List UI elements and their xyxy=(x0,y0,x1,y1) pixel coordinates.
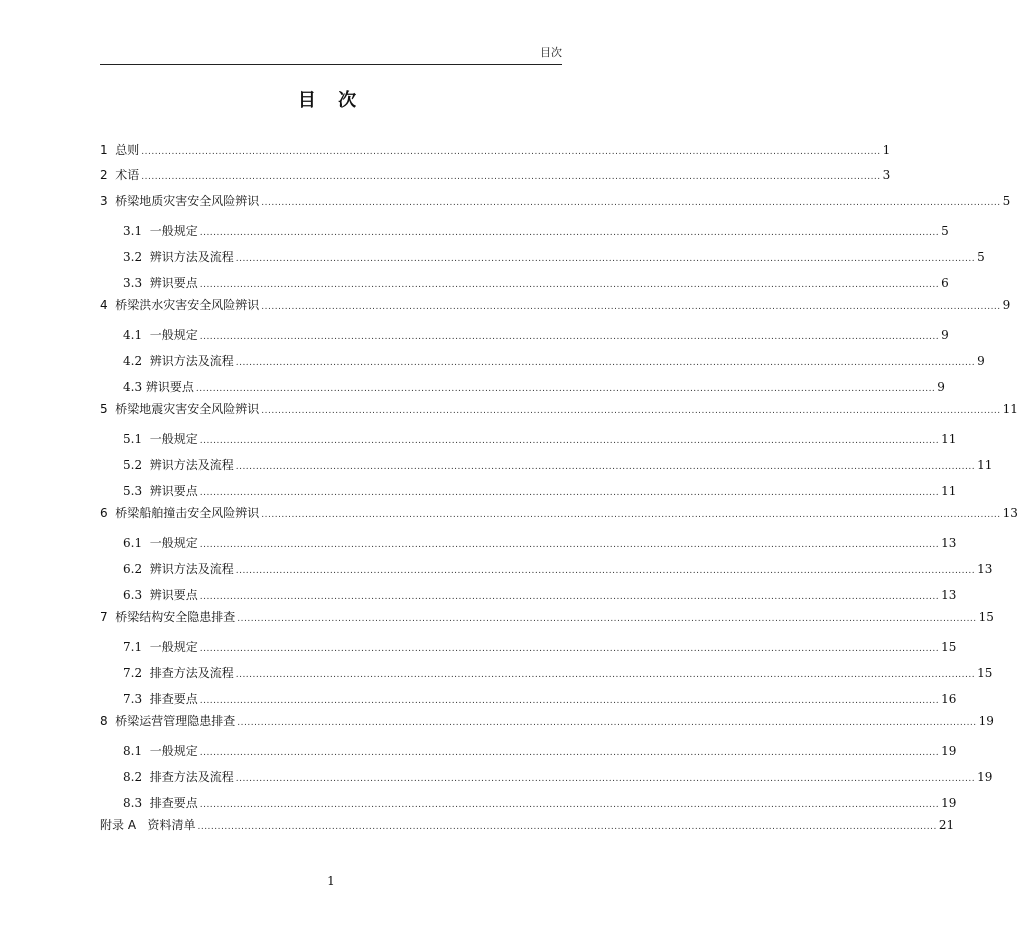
toc-entry-label: 3.3 辨识要点 xyxy=(123,276,198,290)
toc-entry[interactable] xyxy=(100,560,993,578)
toc-entry-label: 5.2 辨识方法及流程 xyxy=(123,458,234,472)
toc-entry[interactable] xyxy=(100,712,994,730)
dot-leader: ............................................................................................................................................................................................................................ xyxy=(235,254,976,264)
toc-entry-page: 13 xyxy=(1002,506,1018,520)
toc-entry-label: 4.2 辨识方法及流程 xyxy=(123,354,234,368)
dot-leader: ............................................................................................................................................................................................................................ xyxy=(237,718,977,728)
toc-entry-page: 13 xyxy=(941,588,957,602)
toc-entry-label: 8.3 排查要点 xyxy=(123,796,198,810)
dot-leader: ............................................................................................................................................................................................................................ xyxy=(199,800,940,810)
toc-entry-label: 6 桥梁船舶撞击安全风险辨识 xyxy=(100,506,260,520)
toc-entry-label: 7.3 排查要点 xyxy=(123,692,198,706)
dot-leader: ............................................................................................................................................................................................................................ xyxy=(235,670,976,680)
toc-entry[interactable] xyxy=(100,794,957,812)
toc-entry[interactable] xyxy=(100,586,957,604)
toc-entry-label: 8.1 一般规定 xyxy=(123,744,198,758)
dot-leader: ............................................................................................................................................................................................................................ xyxy=(199,488,940,498)
toc-entry[interactable] xyxy=(100,296,1011,314)
toc-entry[interactable] xyxy=(100,192,1011,210)
toc-entry-label: 附录 A 资料清单 xyxy=(100,818,196,832)
toc-entry-label: 8 桥梁运营管理隐患排查 xyxy=(100,714,236,728)
dot-leader: ............................................................................................................................................................................................................................ xyxy=(199,592,940,602)
toc-entry-page: 15 xyxy=(977,666,993,680)
toc-entry-page: 1 xyxy=(882,143,891,157)
toc-entry-page: 21 xyxy=(938,818,955,832)
dot-leader: ............................................................................................................................................................................................................................ xyxy=(141,147,881,157)
toc-entry[interactable] xyxy=(100,816,955,834)
toc-entry-page: 11 xyxy=(941,484,957,498)
toc-entry-label: 2 术语 xyxy=(100,168,140,182)
toc-entry-label: 6.2 辨识方法及流程 xyxy=(123,562,234,576)
toc-entry[interactable] xyxy=(100,504,1018,522)
dot-leader: ............................................................................................................................................................................................................................ xyxy=(235,774,976,784)
toc-entry-page: 3 xyxy=(882,168,891,182)
toc-entry-page: 19 xyxy=(978,714,994,728)
toc-entry-label: 5.3 辨识要点 xyxy=(123,484,198,498)
toc-entry-page: 5 xyxy=(1002,194,1011,208)
dot-leader: ............................................................................................................................................................................................................................ xyxy=(197,822,937,832)
toc-entry-page: 13 xyxy=(977,562,993,576)
toc-entry-page: 6 xyxy=(941,276,949,290)
toc-entry[interactable] xyxy=(100,222,949,240)
toc-entry-page: 11 xyxy=(977,458,993,472)
dot-leader: ............................................................................................................................................................................................................................ xyxy=(199,644,940,654)
toc-entry-label: 1 总则 xyxy=(100,143,140,157)
dot-leader: ............................................................................................................................................................................................................................ xyxy=(199,748,940,758)
toc-entry-page: 16 xyxy=(941,692,957,706)
toc-entry[interactable] xyxy=(100,248,985,266)
page-number: 1 xyxy=(327,874,335,888)
toc-entry-page: 5 xyxy=(977,250,985,264)
dot-leader: ............................................................................................................................................................................................................................ xyxy=(261,510,1001,520)
toc-entry-page: 9 xyxy=(977,354,985,368)
toc-entry-page: 19 xyxy=(977,770,993,784)
toc-entry-label: 4.1 一般规定 xyxy=(123,328,198,342)
dot-leader: ............................................................................................................................................................................................................................ xyxy=(237,614,977,624)
toc-entry-page: 11 xyxy=(941,432,957,446)
dot-leader: ............................................................................................................................................................................................................................ xyxy=(199,228,940,238)
toc-entry[interactable] xyxy=(100,378,945,396)
dot-leader: ............................................................................................................................................................................................................................ xyxy=(199,540,940,550)
toc-entry-page: 9 xyxy=(937,380,945,394)
toc-entry-label: 7.2 排查方法及流程 xyxy=(123,666,234,680)
toc-entry-page: 11 xyxy=(1002,402,1018,416)
toc-entry[interactable] xyxy=(100,768,993,786)
toc-entry-page: 9 xyxy=(941,328,949,342)
toc-entry[interactable] xyxy=(100,482,957,500)
toc-entry[interactable] xyxy=(100,274,949,292)
dot-leader: ............................................................................................................................................................................................................................ xyxy=(199,696,940,706)
dot-leader: ............................................................................................................................................................................................................................ xyxy=(235,358,976,368)
dot-leader: ............................................................................................................................................................................................................................ xyxy=(235,566,976,576)
toc-entry-label: 5.1 一般规定 xyxy=(123,432,198,446)
toc-entry[interactable] xyxy=(100,534,957,552)
toc-entry[interactable] xyxy=(100,690,957,708)
toc-entry-page: 5 xyxy=(941,224,949,238)
toc-entry-label: 3 桥梁地质灾害安全风险辨识 xyxy=(100,194,260,208)
toc-entry[interactable] xyxy=(100,456,993,474)
toc-entry-page: 15 xyxy=(941,640,957,654)
toc-entry-label: 4.3 辨识要点 xyxy=(123,380,194,394)
toc-entry[interactable] xyxy=(100,430,957,448)
toc-entry[interactable] xyxy=(100,742,957,760)
dot-leader: ............................................................................................................................................................................................................................ xyxy=(261,198,1001,208)
toc-entry-page: 13 xyxy=(941,536,957,550)
header-rule xyxy=(100,64,562,65)
toc-entry-label: 5 桥梁地震灾害安全风险辨识 xyxy=(100,402,260,416)
toc-entry-label: 7.1 一般规定 xyxy=(123,640,198,654)
toc-entry[interactable] xyxy=(100,326,949,344)
toc-entry-label: 4 桥梁洪水灾害安全风险辨识 xyxy=(100,298,260,312)
dot-leader: ............................................................................................................................................................................................................................ xyxy=(199,280,940,290)
toc-entry-page: 15 xyxy=(978,610,994,624)
toc-entry[interactable] xyxy=(100,166,891,184)
toc-entry-page: 19 xyxy=(941,796,957,810)
dot-leader: ............................................................................................................................................................................................................................ xyxy=(261,406,1001,416)
toc-entry-label: 6.1 一般规定 xyxy=(123,536,198,550)
toc-entry[interactable] xyxy=(100,608,994,626)
toc-entry[interactable] xyxy=(100,400,1018,418)
toc-entry[interactable] xyxy=(100,664,993,682)
dot-leader: ............................................................................................................................................................................................................................ xyxy=(235,462,976,472)
dot-leader: ............................................................................................................................................................................................................................ xyxy=(199,436,940,446)
toc-entry-label: 3.2 辨识方法及流程 xyxy=(123,250,234,264)
dot-leader: ............................................................................................................................................................................................................................ xyxy=(199,332,940,342)
toc-entry[interactable] xyxy=(100,638,957,656)
dot-leader: ............................................................................................................................................................................................................................ xyxy=(141,172,881,182)
dot-leader: ............................................................................................................................................................................................................................ xyxy=(195,384,936,394)
running-header: 目次 xyxy=(540,46,562,59)
toc-entry[interactable] xyxy=(100,141,891,159)
toc-entry-label: 8.2 排查方法及流程 xyxy=(123,770,234,784)
dot-leader: ............................................................................................................................................................................................................................ xyxy=(261,302,1001,312)
toc-entry-page: 19 xyxy=(941,744,957,758)
toc-entry[interactable] xyxy=(100,352,985,370)
toc-entry-label: 7 桥梁结构安全隐患排查 xyxy=(100,610,236,624)
page-title: 目 次 xyxy=(297,90,365,111)
toc-entry-label: 6.3 辨识要点 xyxy=(123,588,198,602)
toc-entry-label: 3.1 一般规定 xyxy=(123,224,198,238)
toc-entry-page: 9 xyxy=(1002,298,1011,312)
